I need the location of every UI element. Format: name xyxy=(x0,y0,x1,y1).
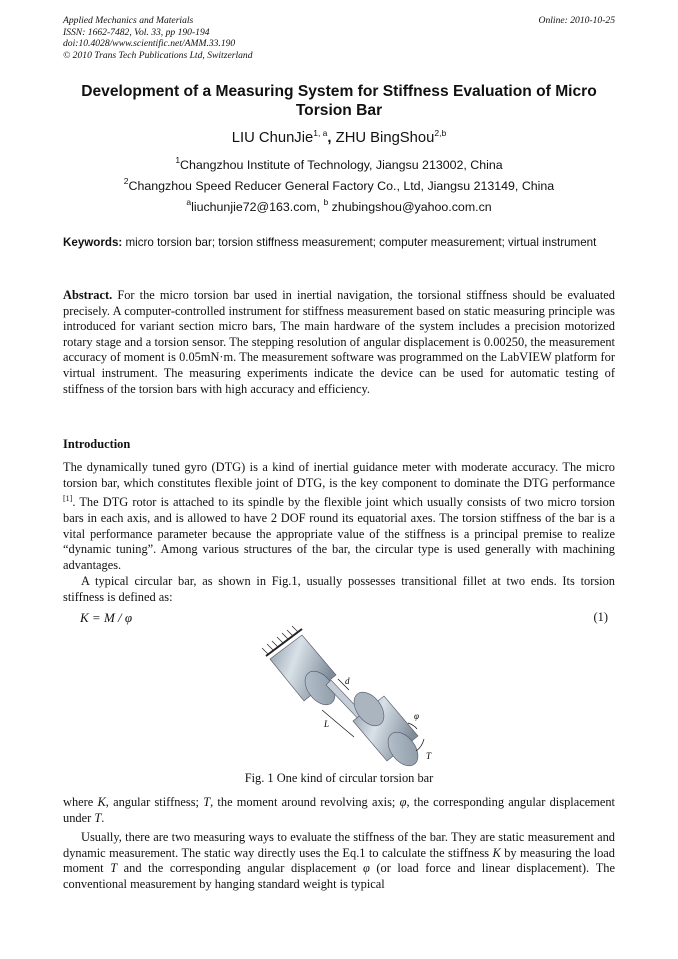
author-line xyxy=(63,130,615,146)
email-b-sup: b xyxy=(323,197,329,207)
equation-number: (1) xyxy=(593,610,608,624)
text-run: K xyxy=(97,795,106,809)
affiliation-2-sup: 2 xyxy=(123,176,129,186)
abstract-text: For the micro torsion bar used in inertial navigation, the torsional stiffness should be evaluated precisely. A computer-controlled instrument for stiffness measurement based on static measuring principle was introduced for variant section micro bars, The main hardware of the system includes a precision motorized rotary stage and a torsion sensor. The stepping resolution of angular displacement is 0.00250, the measurement accuracy of moment is 0.05mN·m. The measurement software was programmed on the LabVIEW platform for virtual instrument. The measuring experiments indicate the device can be used for automatic testing of stiffness of the torsion bars with high accuracy and efficiency. xyxy=(63,288,615,396)
author-1-name: LIU ChunJie xyxy=(231,130,314,146)
text-run: , the corresponding angular displacement under xyxy=(63,795,615,825)
intro-p1-text-b: . The DTG rotor is attached to its spindle by the flexible joint which usually consists of two micro torsion bars in each axis, and is allowed to have 2 DOF round its equatorial axes. The torsion stiffness of the bar is a vital performance parameter because the appropriate value of the stiffness is a principal premise to realize “dynamic tuning”. Among various structures of the bar, the circular type is used generally with machining advantages. xyxy=(63,495,615,572)
text-run: , angular stiffness; xyxy=(105,795,204,809)
affiliation-1-sup: 1 xyxy=(175,155,181,165)
email-b[interactable]: zhubingshou@yahoo.com.cn xyxy=(328,200,492,214)
text-run: where xyxy=(63,795,98,809)
abstract-label: Abstract. xyxy=(63,288,113,302)
section-heading-introduction: Introduction xyxy=(63,437,131,451)
text-run: Usually, there are two measuring ways to evaluate the stiffness of the bar. They are static measurement and dynamic measurement. The static way directly uses the Eq.1 to calculate the stiffness xyxy=(63,830,615,860)
static-measurement-paragraph xyxy=(63,830,615,892)
text-run: by measuring the load moment xyxy=(63,845,615,876)
text-run: (or load force and linear displacement). The conventional measurement by hanging standard weight is typical xyxy=(63,861,615,891)
label-phi: φ xyxy=(414,711,419,721)
keywords xyxy=(63,236,615,250)
issn-line: ISSN: 1662-7482, Vol. 33, pp 190-194 xyxy=(63,26,210,38)
label-T: T xyxy=(426,751,432,761)
email-a-sup: a xyxy=(186,197,192,207)
text-run: and the corresponding angular displacement xyxy=(117,861,363,876)
author-2-sup: 2,b xyxy=(434,128,447,138)
intro-p1-text-a: The dynamically tuned gyro (DTG) is a kind of inertial guidance meter with moderate accuracy. The micro torsion bar, which constitutes flexible joint of DTG, is the key component to dominate the DTG performance xyxy=(63,460,615,490)
text-run: T xyxy=(110,861,118,876)
text-run: T xyxy=(203,795,211,809)
after-figure-paragraph xyxy=(63,795,615,826)
copyright-line: © 2010 Trans Tech Publications Ltd, Switzerland xyxy=(63,49,253,61)
doi-line: doi:10.4028/www.scientific.net/AMM.33.190 xyxy=(63,38,236,49)
online-date: Online: 2010-10-25 xyxy=(538,15,615,26)
citation-ref[interactable]: [1] xyxy=(63,494,73,504)
author-1-sup: 1, a xyxy=(313,128,328,138)
text-run: T xyxy=(94,810,102,825)
label-L: L xyxy=(324,719,330,729)
keywords-text: micro torsion bar; torsion stiffness measurement; computer measurement; virtual instrument xyxy=(122,236,597,249)
text-run: K xyxy=(492,845,501,860)
text-run: , the moment around revolving axis; xyxy=(210,795,400,809)
author-2-name: ZHU BingShou xyxy=(335,130,435,146)
email-line xyxy=(63,197,615,215)
keywords-label: Keywords: xyxy=(63,236,123,249)
affiliation-1 xyxy=(63,155,615,173)
equation-1: K = M / φ xyxy=(80,610,133,625)
figure-caption: Fig. 1 One kind of circular torsion bar xyxy=(244,771,434,785)
torsion-bar-figure xyxy=(258,623,448,768)
intro-paragraph-2: A typical circular bar, as shown in Fig.1, usually possesses transitional fillet at two ends. Its torsion stiffness is defined as: xyxy=(63,574,615,604)
right-cylinder xyxy=(348,687,424,768)
affiliation-2 xyxy=(63,176,615,194)
paper-title: Development of a Measuring System for Stiffness Evaluation of Micro Torsion Bar xyxy=(81,83,597,119)
affiliation-2-text: Changzhou Speed Reducer General Factory Co., Ltd, Jiangsu 213149, China xyxy=(128,179,555,193)
text-run: φ xyxy=(362,861,370,876)
abstract xyxy=(63,288,615,397)
author-separator: , xyxy=(327,130,336,146)
email-a[interactable]: liuchunjie72@163.com, xyxy=(191,200,324,214)
label-d: d xyxy=(345,676,350,686)
affiliation-1-text: Changzhou Institute of Technology, Jiangsu 213002, China xyxy=(180,158,503,172)
left-cylinder xyxy=(270,635,341,710)
text-run: φ xyxy=(399,795,407,809)
journal-header xyxy=(63,15,615,61)
intro-paragraph-1 xyxy=(63,460,615,573)
text-run: . xyxy=(101,810,105,825)
journal-name: Applied Mechanics and Materials xyxy=(63,15,194,26)
